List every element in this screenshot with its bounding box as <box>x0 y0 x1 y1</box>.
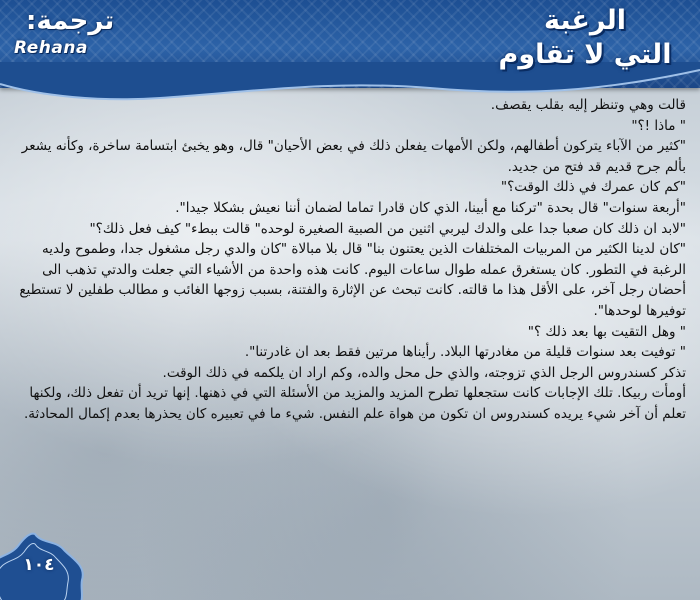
paragraph: تذكر كسندروس الرجل الذي تزوجته، والذي حل محل والده، وكم اراد ان يلكمه في ذلك الوقت. <box>162 364 686 381</box>
paragraph: "أربعة سنوات" قال بحدة "تركنا مع أبينا، الذي كان قادرا تماما لضمان أننا نعيش بشكلا جيدا". <box>175 199 686 216</box>
paragraph: " وهل التقيت بها بعد ذلك ؟" <box>527 323 686 340</box>
translator-label: ترجمة: <box>26 6 115 36</box>
paragraph: "كثير من الآباء يتركون أطفالهم، ولكن الأمهات يفعلن ذلك في بعض الأحيان" قال، وهو يخبئ ابتسامة ساخرة، وكأنه يشعر بألم جرح قديم قد فتح من جديد. <box>21 138 686 175</box>
title-line-1: الرغبة <box>543 5 627 36</box>
story-text <box>14 95 686 425</box>
paragraph: "كم كان عمرك في ذلك الوقت؟" <box>500 179 686 196</box>
paragraph: "لابد ان ذلك كان صعبا جدا على والدك ليربي اثنين من الصبية الصغيرة لوحده" قالت ببطء" كيف فعل ذلك؟" <box>89 220 686 237</box>
page-number: ١٠٤ <box>23 555 55 575</box>
paragraph: قالت وهي وتنظر إليه بقلب يقصف. <box>490 97 686 113</box>
header-banner <box>0 0 700 88</box>
title-line-2: التي لا تقاوم <box>498 39 672 70</box>
book-title <box>480 4 690 72</box>
paragraph: " ماذا !؟" <box>631 117 686 134</box>
paragraph: " توفيت بعد سنوات قليلة من مغادرتها البلاد. رأيناها مرتين فقط بعد ان غادرتنا". <box>244 344 686 361</box>
paragraph: أومأت ربيكا. تلك الإجابات كانت ستجعلها تطرح المزيد والمزيد من الأسئلة التي في ذهنها. إنها تريد أن تفعل ذلك، ولكنها تعلم أن آخر شيء يريده كسندروس ان تكون من هواة علم النفس. شيء ما في تعبيره كان يحذرها بعدم إكمال المحادثة. <box>24 385 686 422</box>
paragraph: "كان لدينا الكثير من المربيات المختلفات الذين يعتنون بنا" قال بلا مبالاة "كان والدي رجل مشغول جدا، وطموح ولديه الرغبة في التطور. كان يستغرق عمله طوال ساعات اليوم. كانت هذه واحدة من الأشياء التي جعلت والدتي تذهب الى أحضان رجل آخر، على الأقل هذا ما قالته. كانت تبحث عن الإثارة والفتنة، بسبب زوجها الغائب و مطالب طفلين لا تستطيع توفيرها لوحدها". <box>19 241 686 319</box>
translator-name: Rehana <box>14 38 88 58</box>
